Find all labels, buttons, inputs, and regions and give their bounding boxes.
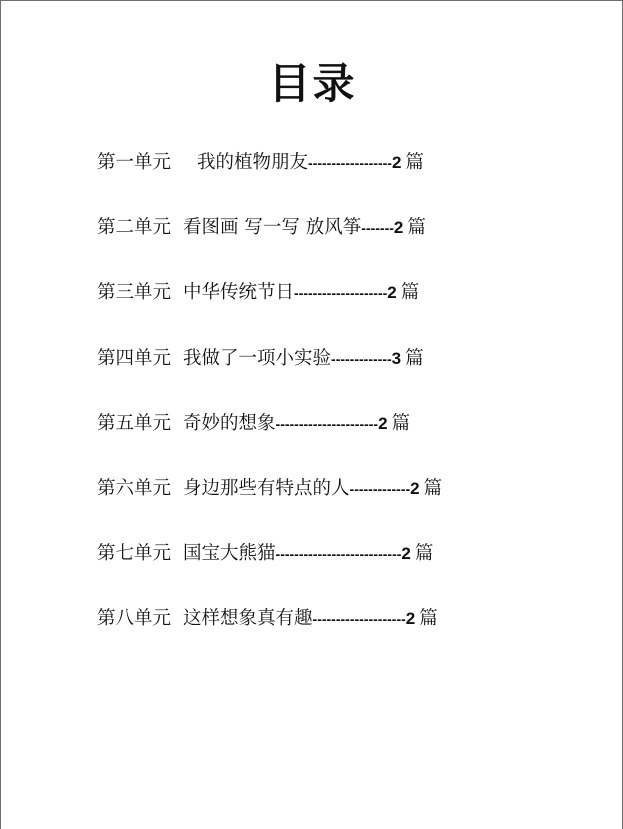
- unit-label: 第八单元: [97, 608, 172, 630]
- count-suffix: 篇: [423, 477, 443, 499]
- toc-entry-3: [97, 278, 442, 343]
- count-suffix: 篇: [400, 282, 420, 304]
- unit-topic: 国宝大熊猫: [183, 543, 276, 565]
- unit-topic: 这样想象真有趣: [183, 608, 313, 630]
- unit-topic: 中华传统节日: [183, 282, 295, 304]
- unit-topic: 奇妙的想象: [183, 412, 276, 434]
- dot-leader: ----------------------: [275, 415, 379, 432]
- page-title: 目录: [268, 59, 357, 108]
- article-count: 2: [391, 153, 402, 172]
- unit-topic: 看图画 写一写 放风筝: [183, 217, 362, 239]
- dot-leader: --------------------: [294, 285, 388, 302]
- unit-label: 第四单元: [97, 347, 172, 369]
- article-count: 2: [410, 478, 420, 498]
- dot-leader: -------: [361, 220, 394, 237]
- unit-topic: 身边那些有特点的人: [183, 477, 350, 499]
- toc-entry-4: [97, 344, 442, 409]
- count-suffix: 篇: [414, 543, 434, 565]
- unit-label: 第二单元: [97, 217, 172, 239]
- toc-entry-6: [97, 474, 442, 539]
- table-of-contents: [97, 148, 442, 670]
- toc-entry-5: [97, 409, 442, 474]
- unit-label: 第五单元: [97, 412, 172, 434]
- article-count: 2: [378, 413, 388, 433]
- count-suffix: 篇: [407, 217, 426, 239]
- unit-label: 第一单元: [97, 152, 172, 173]
- unit-label: 第七单元: [97, 543, 172, 565]
- unit-topic: 我的植物朋友: [197, 152, 309, 173]
- toc-entry-1: [97, 148, 442, 213]
- dot-leader: ---------------------------: [275, 546, 402, 563]
- dot-leader: -------------: [349, 480, 411, 497]
- unit-label: 第三单元: [97, 282, 172, 304]
- unit-topic: 我做了一项小实验: [183, 347, 332, 369]
- article-count: 2: [393, 218, 404, 238]
- article-count: 3: [391, 348, 402, 368]
- count-suffix: 篇: [405, 152, 424, 173]
- toc-entry-2: [97, 213, 442, 278]
- article-count: 2: [387, 283, 397, 303]
- dot-leader: ------------------: [308, 155, 392, 171]
- article-count: 2: [401, 544, 411, 564]
- dot-leader: --------------------: [312, 611, 406, 628]
- count-suffix: 篇: [419, 608, 438, 630]
- unit-label: 第六单元: [97, 477, 172, 499]
- count-suffix: 篇: [405, 347, 424, 369]
- article-count: 2: [405, 609, 416, 629]
- toc-entry-8: [97, 604, 442, 669]
- count-suffix: 篇: [391, 412, 411, 434]
- dot-leader: -------------: [331, 350, 392, 367]
- toc-entry-7: [97, 539, 442, 604]
